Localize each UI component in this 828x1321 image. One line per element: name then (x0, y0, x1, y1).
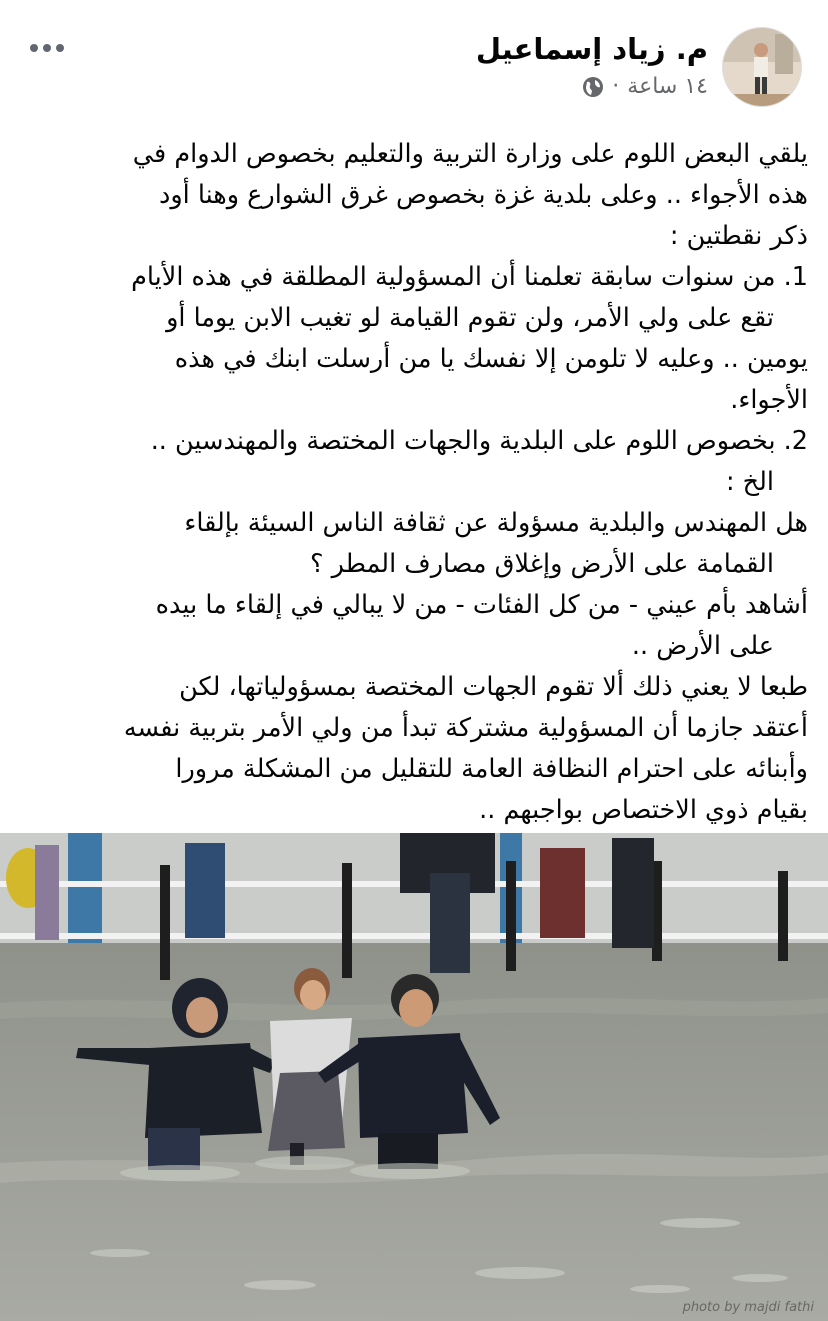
text-line: ذكر نقطتين : (669, 221, 808, 251)
text-line: طبعا لا يعني ذلك ألا تقوم الجهات المختصة بمسؤولياتها، لكن (179, 672, 808, 702)
text-line: على الأرض .. (631, 631, 774, 661)
more-options-button[interactable] (30, 38, 76, 58)
text-line: بقيام ذوي الاختصاص بواجبهم .. (479, 795, 808, 825)
text-line: القمامة على الأرض وإغلاق مصارف المطر ؟ (309, 549, 774, 579)
text-line: الأجواء. (730, 385, 808, 415)
more-horizontal-icon (30, 44, 38, 52)
post-time[interactable]: ١٤ ساعة (627, 74, 708, 99)
globe-icon (582, 76, 604, 98)
post-text (18, 134, 808, 831)
text-line: الخ : (725, 467, 774, 497)
flooded-street-photo (0, 833, 828, 1321)
author-name[interactable]: م. زياد إسماعيل (475, 32, 708, 66)
post-header (0, 20, 828, 110)
post-photo[interactable] (0, 833, 828, 1321)
text-line: أعتقد جازما أن المسؤولية مشتركة تبدأ من ولي الأمر بتربية نفسه (123, 713, 808, 743)
text-line: أشاهد بأم عيني - من كل الفئات - من لا يبالي في إلقاء ما بيده (155, 590, 808, 620)
text-line: يومين .. وعليه لا تلومن إلا نفسك يا من أرسلت ابنك في هذه (174, 344, 808, 374)
time-separator: · (612, 74, 620, 99)
post-meta (582, 74, 708, 99)
text-line: تقع على ولي الأمر، ولن تقوم القيامة لو تغيب الابن يوما أو (166, 303, 774, 333)
text-line: 2. بخصوص اللوم على البلدية والجهات المختصة والمهندسين .. (150, 426, 808, 456)
text-line: يلقي البعض اللوم على وزارة التربية والتعليم بخصوص الدوام في (132, 139, 808, 169)
text-line: 1. من سنوات سابقة تعلمنا أن المسؤولية المطلقة في هذه الأيام (131, 262, 808, 292)
author-avatar[interactable] (722, 27, 802, 107)
photo-credit: photo by majdi fathi (682, 1300, 814, 1315)
text-line: هذه الأجواء .. وعلى بلدية غزة بخصوص غرق الشوارع وهنا أود (158, 180, 808, 210)
text-line: وأبنائه على احترام النظافة العامة للتقليل من المشكلة مرورا (175, 754, 808, 784)
text-line: هل المهندس والبلدية مسؤولة عن ثقافة الناس السيئة بإلقاء (184, 508, 808, 538)
